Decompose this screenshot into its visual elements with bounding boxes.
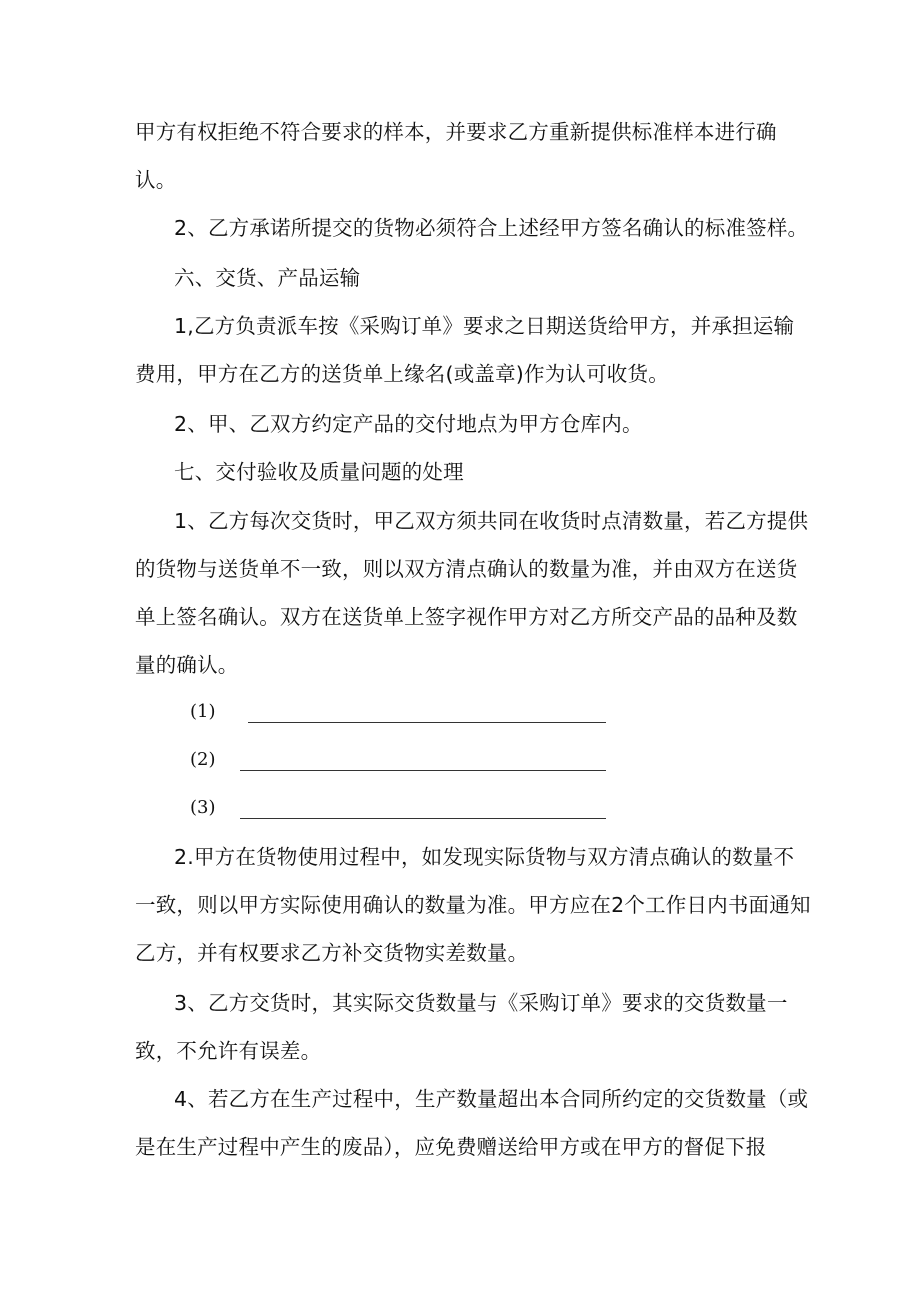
paragraph-line: 3、乙方交货时，其实际交货数量与《采购订单》要求的交货数量一 — [174, 991, 788, 1015]
paragraph-line: 2、乙方承诺所提交的货物必须符合上述经甲方签名确认的标准签样。 — [174, 216, 809, 240]
paragraph-line: 一致，则以甲方实际使用确认的数量为准。甲方应在2个工作日内书面通知 — [135, 893, 811, 917]
paragraph-line: 2、甲、乙双方约定产品的交付地点为甲方仓库内。 — [174, 412, 643, 436]
blank-item — [190, 746, 610, 776]
blank-item — [190, 794, 610, 824]
blank-number: (2) — [190, 749, 216, 770]
fill-in-line — [240, 770, 606, 771]
paragraph-line: 是在生产过程中产生的废品），应免费赠送给甲方或在甲方的督促下报 — [135, 1135, 767, 1159]
section-heading: 七、交付验收及质量问题的处理 — [174, 460, 464, 484]
section-heading: 六、交货、产品运输 — [174, 266, 361, 290]
paragraph-line: 乙方，并有权要求乙方补交货物实差数量。 — [135, 941, 529, 965]
blank-number: (1) — [190, 701, 216, 722]
fill-in-line — [248, 722, 606, 723]
paragraph-line: 单上签名确认。双方在送货单上签字视作甲方对乙方所交产品的品种及数 — [135, 605, 798, 629]
fill-in-line — [240, 818, 606, 819]
paragraph-line: 认。 — [135, 168, 177, 192]
paragraph-line: 致，不允许有误差。 — [135, 1039, 322, 1063]
paragraph-line: 1,乙方负责派车按《采购订单》要求之日期送货给甲方，并承担运输 — [174, 314, 795, 338]
paragraph-line: 量的确认。 — [135, 653, 239, 677]
paragraph-line: 4、若乙方在生产过程中，生产数量超出本合同所约定的交货数量（或 — [174, 1087, 809, 1111]
paragraph-line: 1、乙方每次交货时，甲乙双方须共同在收货时点清数量，若乙方提供 — [174, 509, 809, 533]
blank-item — [190, 698, 610, 728]
paragraph-line: 2.甲方在货物使用过程中，如发现实际货物与双方清点确认的数量不 — [174, 845, 795, 869]
paragraph-line: 费用，甲方在乙方的送货单上缘名(或盖章)作为认可收货。 — [135, 362, 669, 386]
paragraph-line: 的货物与送货单不一致，则以双方清点确认的数量为准，并由双方在送货 — [135, 557, 798, 581]
paragraph-line: 甲方有权拒绝不符合要求的样本，并要求乙方重新提供标准样本进行确 — [135, 120, 777, 144]
blank-number: (3) — [190, 797, 216, 818]
